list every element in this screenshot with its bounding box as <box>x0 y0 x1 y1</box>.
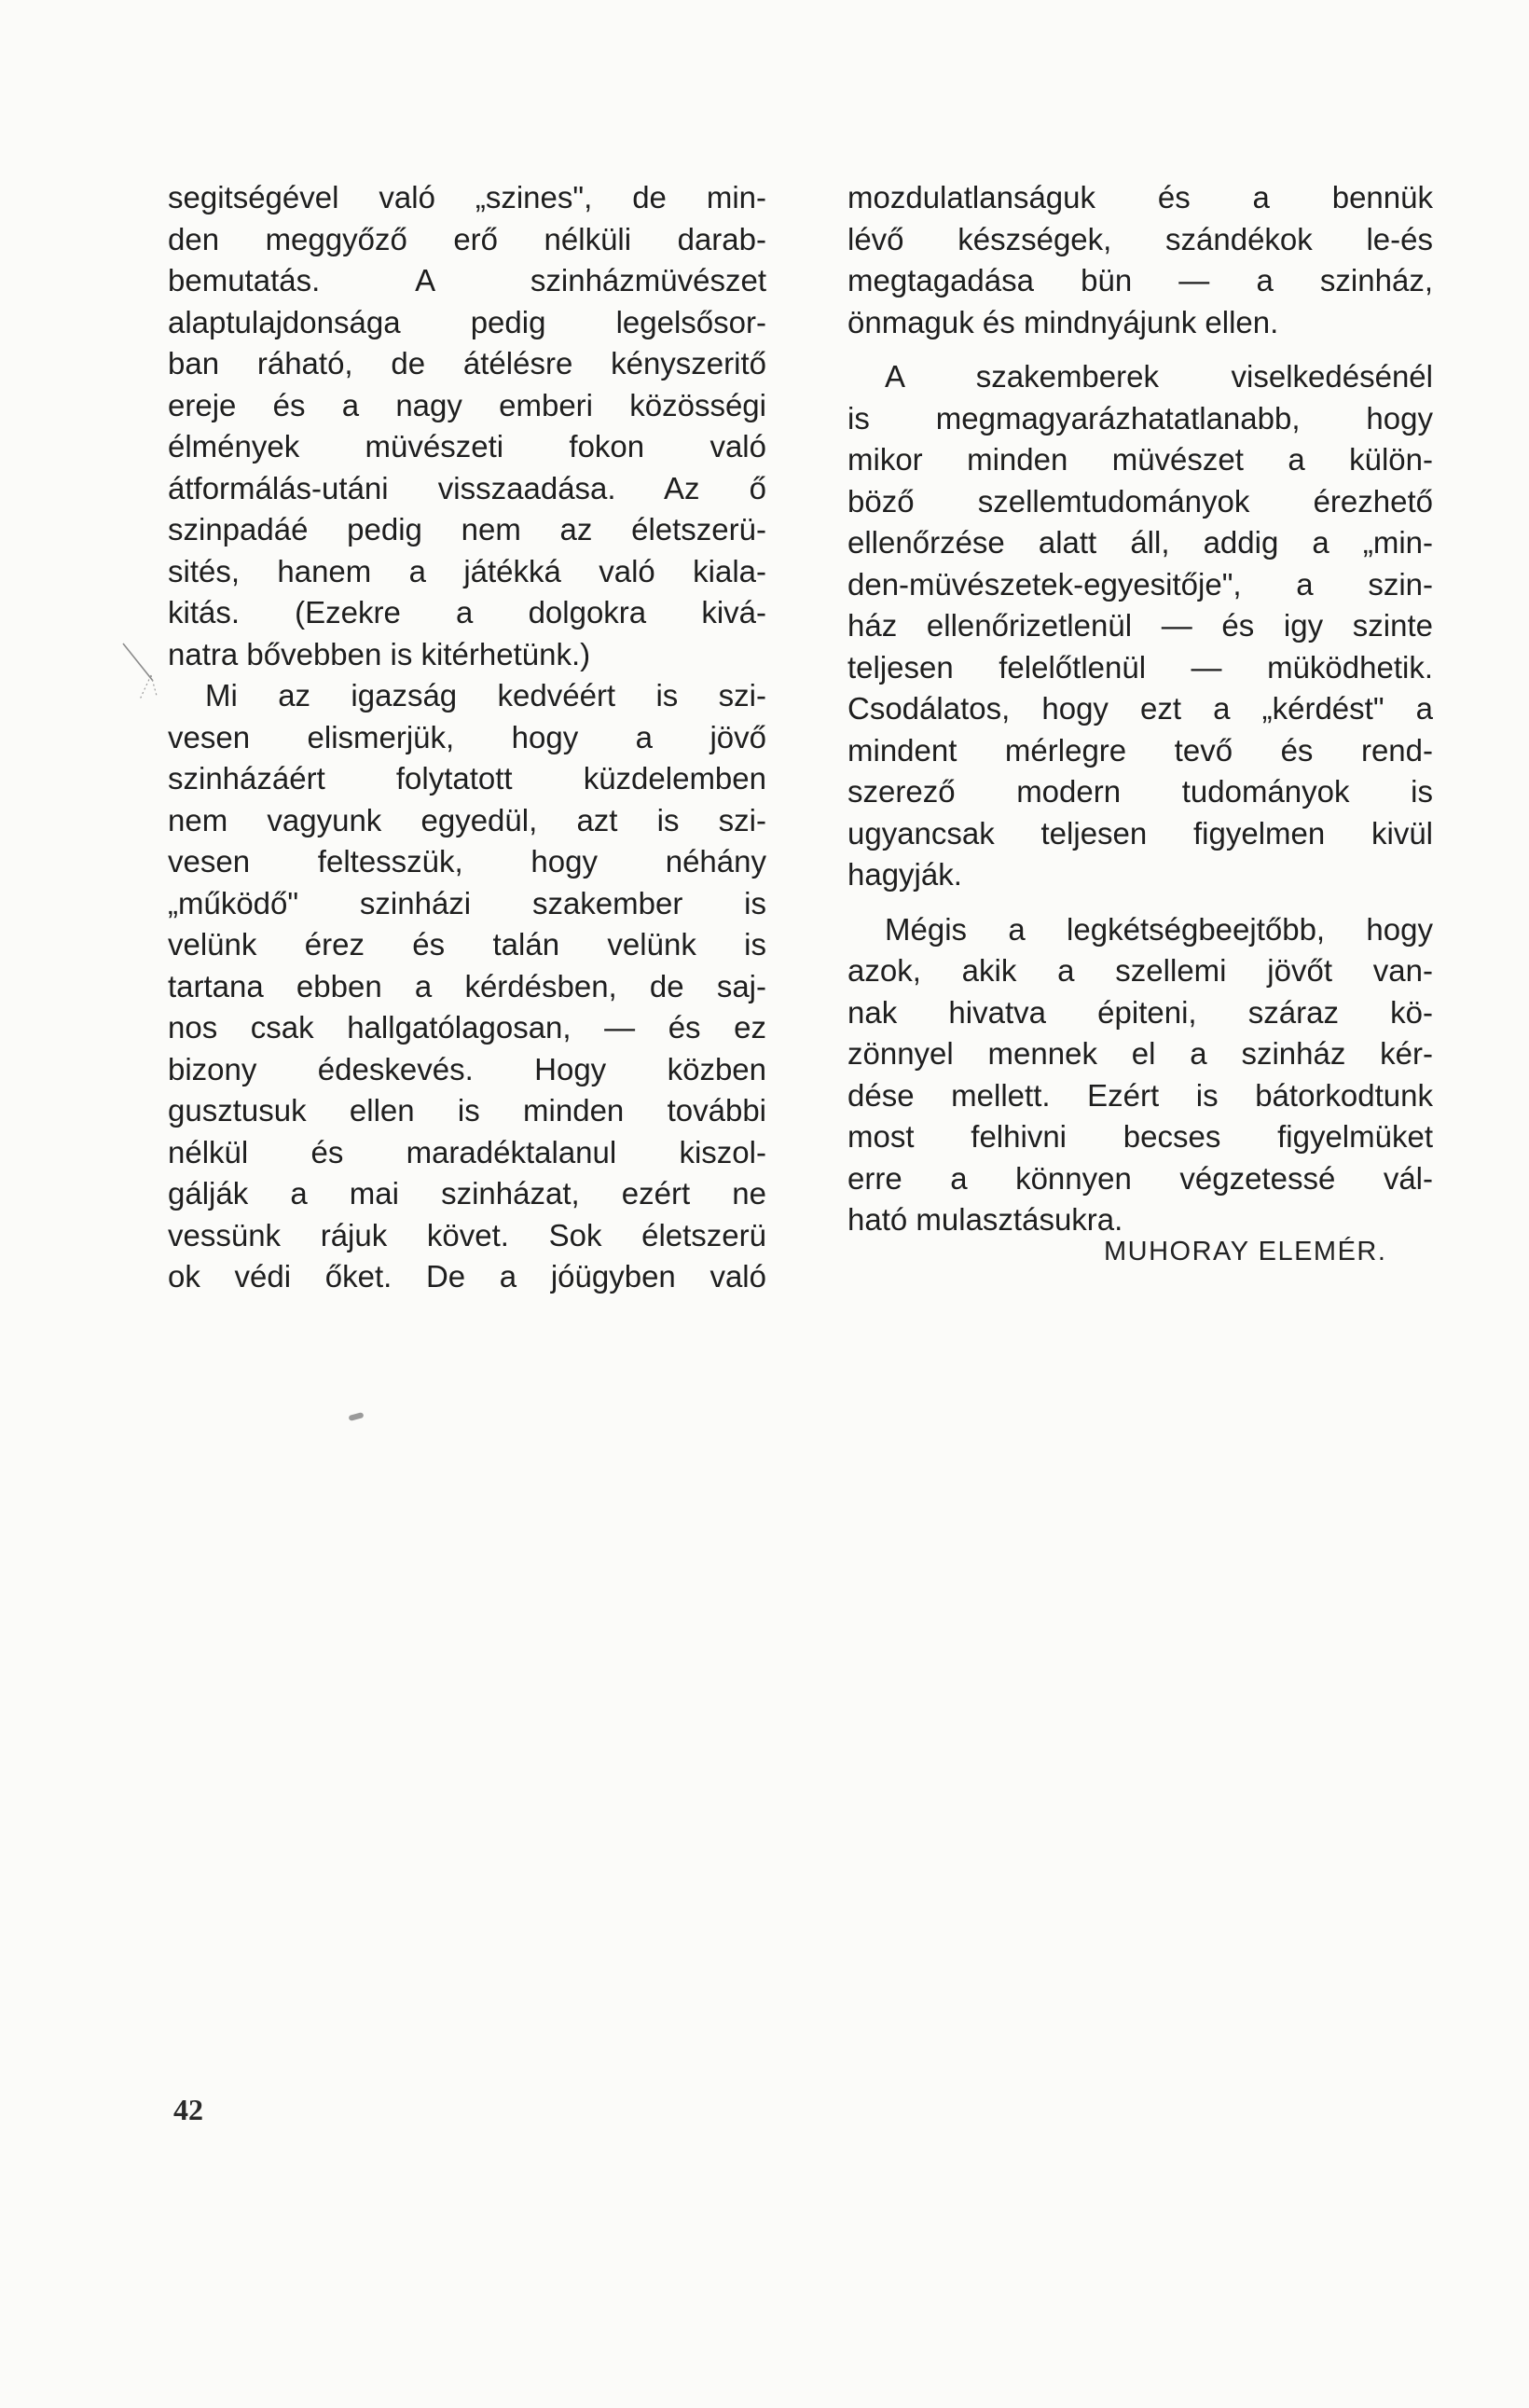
text-line: ereje és a nagy emberi közösségi <box>168 387 766 422</box>
text-line: natra bővebben is kitérhetünk.) <box>168 636 591 671</box>
text-line: nélkül és maradéktalanul kiszol- <box>168 1134 766 1169</box>
text-line: lévő készségek, szándékok le-és <box>847 221 1433 256</box>
text-line: szinpadáé pedig nem az életszerü- <box>168 512 766 547</box>
text-line: böző szellemtudományok érezhető <box>847 483 1433 519</box>
text-line: ok védi őket. De a jóügyben való <box>168 1259 766 1294</box>
text-line: sités, hanem a játékká való kiala- <box>168 553 766 588</box>
text-line: bemutatás. A szinházmüvészet <box>168 263 766 298</box>
page-number: 42 <box>173 2093 203 2126</box>
right-column <box>847 177 1433 1241</box>
text-line: is megmagyarázhatatlanabb, hogy <box>847 400 1433 436</box>
text-line: den meggyőző erő nélküli darab- <box>168 221 766 256</box>
text-line: vessünk rájuk követ. Sok életszerü <box>168 1217 766 1252</box>
text-line: den-müvészetek-egyesitője", a szin- <box>847 566 1433 602</box>
text-line: azok, akik a szellemi jövőt van- <box>847 953 1433 988</box>
text-line: dése mellett. Ezért is bátorkodtunk <box>847 1077 1433 1113</box>
text-line: A szakemberek viselkedésénél <box>885 359 1433 394</box>
text-line: szerező modern tudományok is <box>847 774 1433 809</box>
text-line: vesen elismerjük, hogy a jövő <box>168 719 766 754</box>
paragraph-gap <box>847 343 1433 356</box>
text-line: Mégis a legkétségbeejtőbb, hogy <box>885 911 1433 947</box>
text-line: megtagadása bün — a szinház, <box>847 263 1433 298</box>
text-line: hagyják. <box>847 857 962 892</box>
text-line: bizony édeskevés. Hogy közben <box>168 1051 766 1086</box>
text-line: most felhivni becses figyelmüket <box>847 1119 1433 1154</box>
text-line: Csodálatos, hogy ezt a „kérdést" a <box>847 691 1433 726</box>
text-line: élmények müvészeti fokon való <box>168 429 766 464</box>
text-line: teljesen felelőtlenül — müködhetik. <box>847 649 1433 685</box>
text-line: mozdulatlanságuk és a bennük <box>847 180 1433 215</box>
paper-speck <box>348 1412 364 1421</box>
paragraph-gap <box>847 896 1433 909</box>
text-line: nem vagyunk egyedül, azt is szi- <box>168 802 766 837</box>
left-column <box>168 177 766 1298</box>
text-line: átformálás-utáni visszaadása. Az ő <box>168 470 766 505</box>
margin-pencil-mark-icon <box>119 640 175 705</box>
text-line: alaptulajdonsága pedig legelsősor- <box>168 304 766 339</box>
text-line: ban ráható, de átélésre kényszeritő <box>168 346 766 381</box>
text-line: velünk érez és talán velünk is <box>168 927 766 962</box>
text-line: szinházáért folytatott küzdelemben <box>168 761 766 796</box>
text-line: nos csak hallgatólagosan, — és ez <box>168 1010 766 1045</box>
text-line: Mi az igazság kedvéért is szi- <box>205 678 766 713</box>
text-line: vesen feltesszük, hogy néhány <box>168 844 766 879</box>
text-line: ház ellenőrizetlenül — és igy szinte <box>847 608 1433 643</box>
text-line: ható mulasztásukra. <box>847 1202 1123 1237</box>
text-line: segitségével való „szines", de min- <box>168 180 766 215</box>
text-line: nak hivatva épiteni, száraz kö- <box>847 994 1433 1030</box>
text-line: ugyancsak teljesen figyelmen kivül <box>847 815 1433 851</box>
text-line: kitás. (Ezekre a dolgokra kivá- <box>168 595 766 630</box>
text-line: mindent mérlegre tevő és rend- <box>847 732 1433 768</box>
text-line: gálják a mai szinházat, ezért ne <box>168 1176 766 1211</box>
text-line: mikor minden müvészet a külön- <box>847 442 1433 477</box>
text-line: ellenőrzése alatt áll, addig a „min- <box>847 525 1433 560</box>
text-line: gusztusuk ellen is minden további <box>168 1093 766 1128</box>
text-line: önmaguk és mindnyájunk ellen. <box>847 304 1279 339</box>
text-line: tartana ebben a kérdésben, de saj- <box>168 968 766 1003</box>
text-line: „működő" szinházi szakember is <box>168 885 766 920</box>
text-line: zönnyel mennek el a szinház kér- <box>847 1036 1433 1071</box>
text-line: erre a könnyen végzetessé vál- <box>847 1160 1433 1196</box>
author-signature: MUHORAY ELEMÉR. <box>1104 1237 1387 1266</box>
